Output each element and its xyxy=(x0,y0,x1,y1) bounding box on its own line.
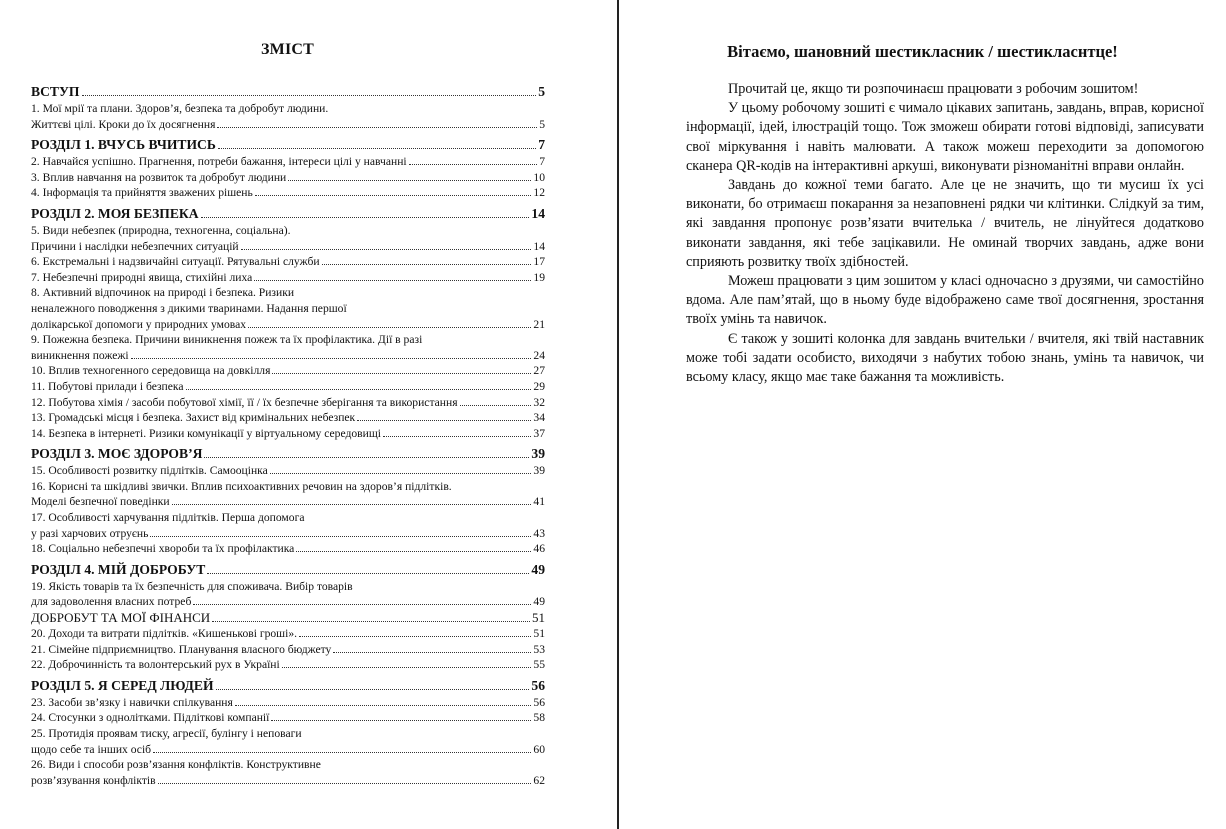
toc-section-heading xyxy=(31,445,545,462)
toc-entry xyxy=(31,541,545,557)
toc-entry xyxy=(31,154,545,170)
dot-leader xyxy=(248,327,531,328)
dot-leader xyxy=(296,551,531,552)
toc-entry xyxy=(31,379,545,395)
toc-entry xyxy=(31,626,545,642)
toc-entry xyxy=(31,510,545,541)
toc-page-number: 58 xyxy=(533,711,545,725)
toc-entry-title: 2. Навчайся успішно. Прагнення, потреби бажання, інтереси цілі у навчанні xyxy=(31,155,407,169)
toc-entry-text-line: 8. Активний відпочинок на природі і безпека. Ризики xyxy=(31,286,295,300)
dot-leader xyxy=(153,752,531,753)
toc-page-number: 7 xyxy=(538,137,545,153)
toc-entry-title: 22. Доброчинність та волонтерський рух в Україні xyxy=(31,658,280,672)
toc-entry xyxy=(31,223,545,254)
dot-leader xyxy=(158,783,532,784)
toc-entry xyxy=(31,170,545,186)
toc-page-number: 41 xyxy=(533,495,545,509)
toc-section-heading xyxy=(31,83,545,100)
toc-entry xyxy=(31,426,545,442)
dot-leader xyxy=(131,358,532,359)
toc-page-number: 51 xyxy=(532,610,545,626)
toc-entry-title: ВСТУП xyxy=(31,84,80,99)
toc-page-number: 62 xyxy=(533,773,545,787)
toc-entry xyxy=(31,410,545,426)
toc-entry-title: РОЗДІЛ 3. МОЄ ЗДОРОВ’Я xyxy=(31,446,203,462)
dot-leader xyxy=(235,705,532,706)
dot-leader xyxy=(212,621,530,622)
toc-entry-text-line: 5. Види небезпек (природна, техногенна, соціальна). xyxy=(31,223,291,237)
toc-entry xyxy=(31,479,545,510)
toc-page-number: 5 xyxy=(539,117,545,131)
toc-page-number: 24 xyxy=(533,348,545,362)
toc-entry-title: 11. Побутові прилади і безпека xyxy=(31,379,184,393)
toc-page-number: 51 xyxy=(533,627,545,641)
dot-leader xyxy=(272,373,531,374)
toc-section-heading xyxy=(31,205,545,222)
toc-page-number: 56 xyxy=(533,695,545,709)
toc-entry xyxy=(31,642,545,658)
toc-entry-title: 23. Засоби зв’язку і навички спілкування xyxy=(31,695,233,709)
toc-title: ЗМІСТ xyxy=(261,41,314,58)
dot-leader xyxy=(460,405,532,406)
toc-page-number: 5 xyxy=(538,84,545,99)
toc-page-number: 19 xyxy=(533,270,545,284)
toc-entry-title: долікарської допомоги у природних умовах xyxy=(31,317,247,331)
toc-entry xyxy=(31,579,545,610)
toc-page-number: 12 xyxy=(533,186,545,200)
toc-page-number: 37 xyxy=(533,426,545,440)
toc-page-number: 32 xyxy=(533,395,545,409)
toc-entry xyxy=(31,270,545,286)
right-page xyxy=(619,0,1226,829)
toc-entry-title: 12. Побутова хімія / засоби побутової хімії, її / їх безпечне зберігання та використання xyxy=(31,395,458,409)
toc-entry-title: щодо себе та інших осіб xyxy=(31,742,152,756)
toc-page-number: 14 xyxy=(533,239,545,253)
dot-leader xyxy=(172,504,532,505)
toc-entry-title: 21. Сімейне підприємництво. Планування власного бюджету xyxy=(31,642,332,656)
toc-entry-text-line: 16. Корисні та шкідливі звички. Вплив психоактивних речовин на здоров’я підлітків. xyxy=(31,479,452,493)
dot-leader xyxy=(270,473,532,474)
toc-page-number: 53 xyxy=(533,642,545,656)
dot-leader xyxy=(204,457,529,458)
greeting-paragraph: Завдань до кожної теми багато. Але це не значить, що ти мусиш їх усі виконати, бо отримаєш покарання за незаповнені рядки чи клітинки. Слідкуй за тим, які завдання пропонує розв’язати вчителька / вчитель, не лінуйтеся додатково виконати завдання, які тебе зацікавили. Не оминай творчих завдань, адже вони сприяють розвитку твоїх здібностей. xyxy=(686,177,1204,270)
toc-entry-title: розв’язування конфліктів xyxy=(31,773,156,787)
toc-page-number: 34 xyxy=(533,411,545,425)
dot-leader xyxy=(218,148,536,149)
dot-leader xyxy=(299,636,531,637)
dot-leader xyxy=(186,389,532,390)
dot-leader xyxy=(201,217,530,218)
toc-entry xyxy=(31,185,545,201)
toc-entry-title: 4. Інформація та прийняття зважених рішень xyxy=(31,186,253,200)
toc-page-number: 60 xyxy=(533,742,545,756)
toc-entry xyxy=(31,463,545,479)
toc-section-heading xyxy=(31,610,545,626)
toc-entry-text-line: 26. Види і способи розв’язання конфліктів. Конструктивне xyxy=(31,758,321,772)
toc-entry xyxy=(31,726,545,757)
toc-page-number: 10 xyxy=(533,170,545,184)
toc-list xyxy=(31,83,545,788)
toc-entry-title: Життєві цілі. Кроки до їх досягнення xyxy=(31,117,216,131)
toc-page-number: 21 xyxy=(533,317,545,331)
dot-leader xyxy=(383,436,531,437)
dot-leader xyxy=(255,195,532,196)
toc-entry-title: 20. Доходи та витрати підлітків. «Кишенькові гроші». xyxy=(31,627,298,641)
dot-leader xyxy=(150,536,531,537)
toc-entry xyxy=(31,101,545,132)
dot-leader xyxy=(207,573,529,574)
toc-page-number: 29 xyxy=(533,379,545,393)
toc-entry-title: РОЗДІЛ 2. МОЯ БЕЗПЕКА xyxy=(31,205,199,221)
toc-section-heading xyxy=(31,136,545,153)
toc-page-number: 27 xyxy=(533,364,545,378)
toc-section-heading xyxy=(31,677,545,694)
toc-entry-text-line: неналежного поводження з дикими тваринами. Надання першої xyxy=(31,301,347,315)
toc-entry-title: 13. Громадські місця і безпека. Захист від кримінальних небезпек xyxy=(31,411,356,425)
toc-entry-text-line: 1. Мої мрії та плани. Здоров’я, безпека та добробут людини. xyxy=(31,102,329,115)
toc-page-number: 55 xyxy=(533,658,545,672)
toc-page-number: 49 xyxy=(531,561,545,577)
toc-page-number: 17 xyxy=(533,255,545,269)
toc-entry-text-line: 25. Протидія проявам тиску, агресії, булінгу і неповаги xyxy=(31,727,302,740)
dot-leader xyxy=(357,420,531,421)
toc-section-heading xyxy=(31,561,545,578)
dot-leader xyxy=(409,164,538,165)
toc-entry-title: РОЗДІЛ 4. МІЙ ДОБРОБУТ xyxy=(31,561,206,577)
dot-leader xyxy=(271,720,531,721)
dot-leader xyxy=(217,127,537,128)
toc-entry-title: 6. Екстремальні і надзвичайні ситуації. Рятувальні служби xyxy=(31,255,320,269)
toc-entry xyxy=(31,285,545,332)
toc-entry-title: 18. Соціально небезпечні хвороби та їх профілактика xyxy=(31,542,295,556)
greeting-paragraph: Є також у зошиті колонка для завдань вчительки / вчителя, які твій наставник може тобі задати особисто, виходячи з набутих тобою знань, умінь та навичок, чи всьому класу, якщо має таке бажання та можливість. xyxy=(686,330,1204,386)
dot-leader xyxy=(322,264,532,265)
toc-page-number: 39 xyxy=(533,464,545,478)
greeting-paragraph: Можеш працювати з цим зошитом у класі одночасно з друзями, чи самостійно вдома. Але пам’ятай, що в ньому буде відображено саме твої досягнення, зростання твоїх умінь та навичок. xyxy=(686,273,1204,328)
toc-entry xyxy=(31,363,545,379)
toc-entry-title: 24. Стосунки з однолітками. Підліткові компанії xyxy=(31,711,270,725)
toc-page-number: 49 xyxy=(533,595,545,609)
toc-entry xyxy=(31,332,545,363)
toc-entry-title: 3. Вплив навчання на розвиток та добробут людини xyxy=(31,170,287,184)
dot-leader xyxy=(282,667,532,668)
greeting-paragraph: У цьому робочому зошиті є чимало цікавих запитань, завдань, вправ, корисної інформації, ідей, ілюстрацій тощо. Тож зможеш обирати готові відповіді, записувати свої міркування і навіть малювати. А також можеш переходити за допомогою сканера QR-кодів на інтерактивні аркуші, виконувати різноманітні вправи онлайн. xyxy=(686,100,1204,174)
toc-page-number: 7 xyxy=(539,155,545,169)
greeting-title: Вітаємо, шановний шестикласник / шестикласнтце! xyxy=(727,42,1118,61)
toc-entry-title: у разі харчових отруєнь xyxy=(31,526,149,540)
dot-leader xyxy=(288,180,531,181)
toc-entry-title: РОЗДІЛ 1. ВЧУСЬ ВЧИТИСЬ xyxy=(31,137,216,153)
toc-page-number: 39 xyxy=(531,446,545,462)
toc-entry xyxy=(31,395,545,411)
dot-leader xyxy=(254,280,531,281)
greeting-body xyxy=(686,80,1204,387)
toc-entry-title: ДОБРОБУТ ТА МОЇ ФІНАНСИ xyxy=(31,610,211,626)
dot-leader xyxy=(216,689,530,690)
toc-entry-title: Моделі безпечної поведінки xyxy=(31,495,170,509)
dot-leader xyxy=(82,95,537,96)
toc-entry-text-line: 9. Пожежна безпека. Причини виникнення пожеж та їх профілактика. Дії в разі xyxy=(31,333,423,347)
toc-entry-title: 15. Особливості розвитку підлітків. Самооцінка xyxy=(31,464,268,478)
toc-entry-title: 14. Безпека в інтернеті. Ризики комунікації у віртуальному середовищі xyxy=(31,426,381,440)
toc-entry-title: 7. Небезпечні природні явища, стихійні лиха xyxy=(31,270,253,284)
toc-page-number: 14 xyxy=(531,205,545,221)
toc-entry-text-line: 17. Особливості харчування підлітків. Перша допомога xyxy=(31,511,305,525)
toc-entry-title: Причини і наслідки небезпечних ситуацій xyxy=(31,239,239,253)
toc-entry-title: 10. Вплив техногенного середовища на довкілля xyxy=(31,364,271,378)
greeting-paragraph: Прочитай це, якщо ти розпочинаєш працювати з робочим зошитом! xyxy=(728,81,1139,97)
toc-page-number: 56 xyxy=(531,677,545,693)
toc-entry xyxy=(31,710,545,726)
toc-entry-text-line: 19. Якість товарів та їх безпечність для споживача. Вибір товарів xyxy=(31,579,353,593)
toc-entry-title: виникнення пожежі xyxy=(31,348,129,362)
dot-leader xyxy=(333,652,531,653)
toc-page-number: 43 xyxy=(533,526,545,540)
dot-leader xyxy=(193,604,531,605)
dot-leader xyxy=(241,249,532,250)
toc-entry xyxy=(31,695,545,711)
toc-entry xyxy=(31,757,545,788)
toc-entry xyxy=(31,657,545,673)
toc-entry-title: РОЗДІЛ 5. Я СЕРЕД ЛЮДЕЙ xyxy=(31,677,214,693)
toc-entry xyxy=(31,254,545,270)
toc-page-number: 46 xyxy=(533,542,545,556)
toc-entry-title: для задоволення власних потреб xyxy=(31,595,192,609)
